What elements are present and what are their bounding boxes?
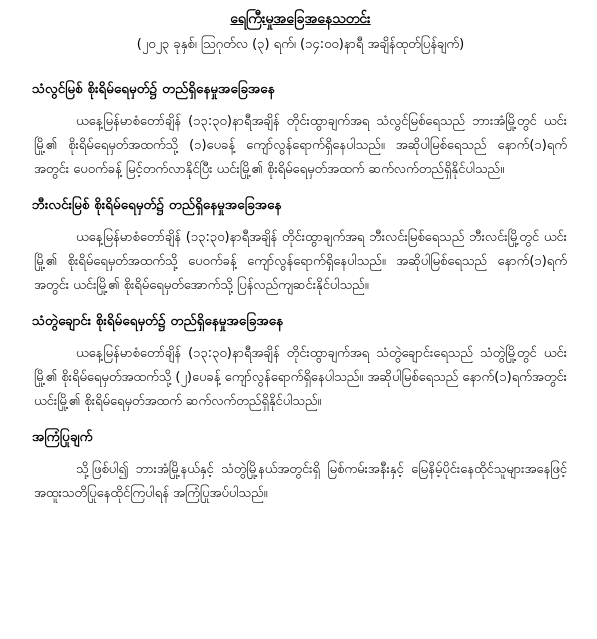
section-salween-river — [34, 78, 567, 182]
section-heading: အကြံပြုချက် — [32, 429, 93, 445]
bulletin-issue-date: (၂၀၂၃ ခုနှစ်၊ ဩဂုတ်လ (၃) ရက်၊ (၁၄:၀၀)နာရီ အချိန်ထုတ်ပြန်ချက်) — [136, 37, 465, 52]
section-paragraph: ယနေ့မြန်မာစံတော်ချိန် (၁၃:၃၀)နာရီအချိန် တိုင်းထွာချက်အရ သံတွဲချောင်းရေသည် သံတွဲမြို့တွင် ယင်းမြို့၏ စိုးရိမ်ရေမှတ်အထက်သို့ (၂)ပေခန့် ကျော်လွန်ရောက်ရှိနေပါသည်။ အဆိုပါမြစ်ရေသည် နောက်(၁)ရက်အတွင်း ယင်းမြို့၏ စိုးရိမ်ရေမှတ်အထက် ဆက်လက်တည်ရှိနိုင်ပါသည်။ — [34, 346, 567, 409]
section-advisory — [34, 426, 567, 506]
section-paragraph: သို့ဖြစ်ပါ၍ ဘားအံမြို့နယ်နှင့် သံတွဲမြို့နယ်အတွင်းရှိ မြစ်ကမ်းအနီးနှင့် မြေနိမ့်ပိုင်းနေထိုင်သူများအနေဖြင့် အထူးသတိပြုနေထိုင်ကြပါရန် အကြံပြုအပ်ပါသည်။ — [34, 462, 567, 501]
section-heading: သံတွဲချောင်း စိုးရိမ်ရေမှတ်၌ တည်ရှိနေမှုအခြေအနေ — [32, 313, 284, 329]
section-heading: သံလွင်မြစ် စိုးရိမ်ရေမှတ်၌ တည်ရှိနေမှုအခြေအနေ — [32, 81, 275, 97]
section-paragraph: ယနေ့မြန်မာစံတော်ချိန် (၁၃:၃၀)နာရီအချိန် တိုင်းထွာချက်အရ သံလွင်မြစ်ရေသည် ဘားအံမြို့တွင် ယင်းမြို့၏ စိုးရိမ်ရေမှတ်အထက်သို့ (၁)ပေခန့် ကျော်လွန်ရောက်ရှိနေပါသည်။ အဆိုပါမြစ်ရေသည် နောက်(၁)ရက်အတွင်း ပေဝက်ခန့် မြင့်တက်လာနိုင်ပြီး ယင်းမြို့၏ စိုးရိမ်ရေမှတ်အထက် ဆက်လက်တည်ရှိနိုင်ပါသည်။ — [34, 114, 567, 177]
section-bilin-river — [34, 194, 567, 298]
section-paragraph: ယနေ့မြန်မာစံတော်ချိန် (၁၃:၃၀)နာရီအချိန် တိုင်းထွာချက်အရ ဘီးလင်းမြစ်ရေသည် ဘီးလင်းမြို့တွင် ယင်းမြို့၏ စိုးရိမ်ရေမှတ်အထက်သို့ ပေဝက်ခန့် ကျော်လွန်ရောက်ရှိနေပါသည်။ အဆိုပါမြစ်ရေသည် နောက်(၁)ရက်အတွင်း ယင်းမြို့၏ စိုးရိမ်ရေမှတ်အောက်သို့ ပြန်လည်ကျဆင်းနိုင်ပါသည်။ — [34, 230, 567, 293]
section-thanddwe-creek — [34, 310, 567, 414]
section-heading: ဘီးလင်းမြစ် စိုးရိမ်ရေမှတ်၌ တည်ရှိနေမှုအခြေအနေ — [32, 197, 282, 213]
bulletin-title: ရေကြီးမှုအခြေအနေသတင်း — [230, 11, 371, 27]
